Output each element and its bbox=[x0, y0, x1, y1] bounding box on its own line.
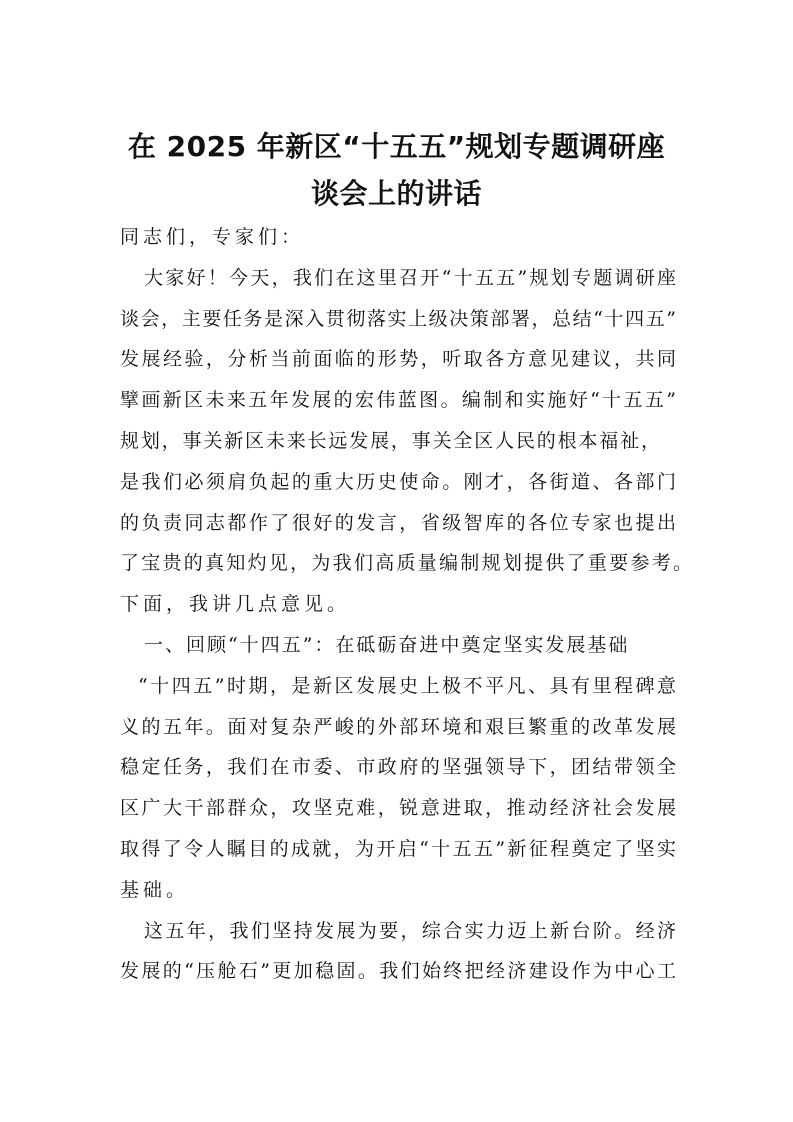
body-line: 下面，我讲几点意见。 bbox=[120, 593, 351, 616]
body-line: 发展的“压舱石”更加稳固。我们始终把经济建设作为中心工 bbox=[120, 960, 676, 983]
body-line: 谈会，主要任务是深入贯彻落实上级决策部署，总结“十四五” bbox=[120, 307, 676, 330]
body-line: 的负责同志都作了很好的发言，省级智库的各位专家也提出 bbox=[120, 511, 676, 534]
body-line: 了宝贵的真知灼见，为我们高质量编制规划提供了重要参考。 bbox=[120, 552, 692, 575]
document-title-line-1: 在 2025 年新区“十五五”规划专题调研座 bbox=[127, 130, 666, 163]
body-line: 义的五年。面对复杂严峻的外部环境和艰巨繁重的改革发展 bbox=[120, 715, 676, 738]
body-line: “十四五”时期，是新区发展史上极不平凡、具有里程碑意 bbox=[138, 674, 676, 697]
section-heading: 一、回顾“十四五”：在砥砺奋进中奠定坚实发展基础 bbox=[144, 633, 630, 656]
body-line: 大家好！今天，我们在这里召开“十五五”规划专题调研座 bbox=[144, 266, 676, 289]
body-line: 稳定任务，我们在市委、市政府的坚强领导下，团结带领全 bbox=[120, 756, 676, 779]
body-line: 发展经验，分析当前面临的形势，听取各方意见建议，共同 bbox=[120, 348, 676, 371]
document-title-line-2: 谈会上的讲话 bbox=[310, 177, 482, 210]
body-line: 这五年，我们坚持发展为要，综合实力迈上新台阶。经济 bbox=[144, 919, 676, 942]
salutation: 同志们，专家们： bbox=[120, 226, 305, 248]
body-line: 基础。 bbox=[120, 878, 190, 901]
document-body bbox=[120, 217, 692, 992]
body-line: 区广大干部群众，攻坚克难，锐意进取，推动经济社会发展 bbox=[120, 797, 676, 820]
body-line: 规划，事关新区未来长远发展，事关全区人民的根本福祉， bbox=[120, 429, 660, 452]
body-line: 是我们必须肩负起的重大历史使命。刚才，各街道、各部门 bbox=[120, 470, 676, 493]
body-line: 擘画新区未来五年发展的宏伟蓝图。编制和实施好“十五五” bbox=[120, 389, 676, 412]
body-line: 取得了令人瞩目的成就，为开启“十五五”新征程奠定了坚实 bbox=[120, 837, 676, 860]
